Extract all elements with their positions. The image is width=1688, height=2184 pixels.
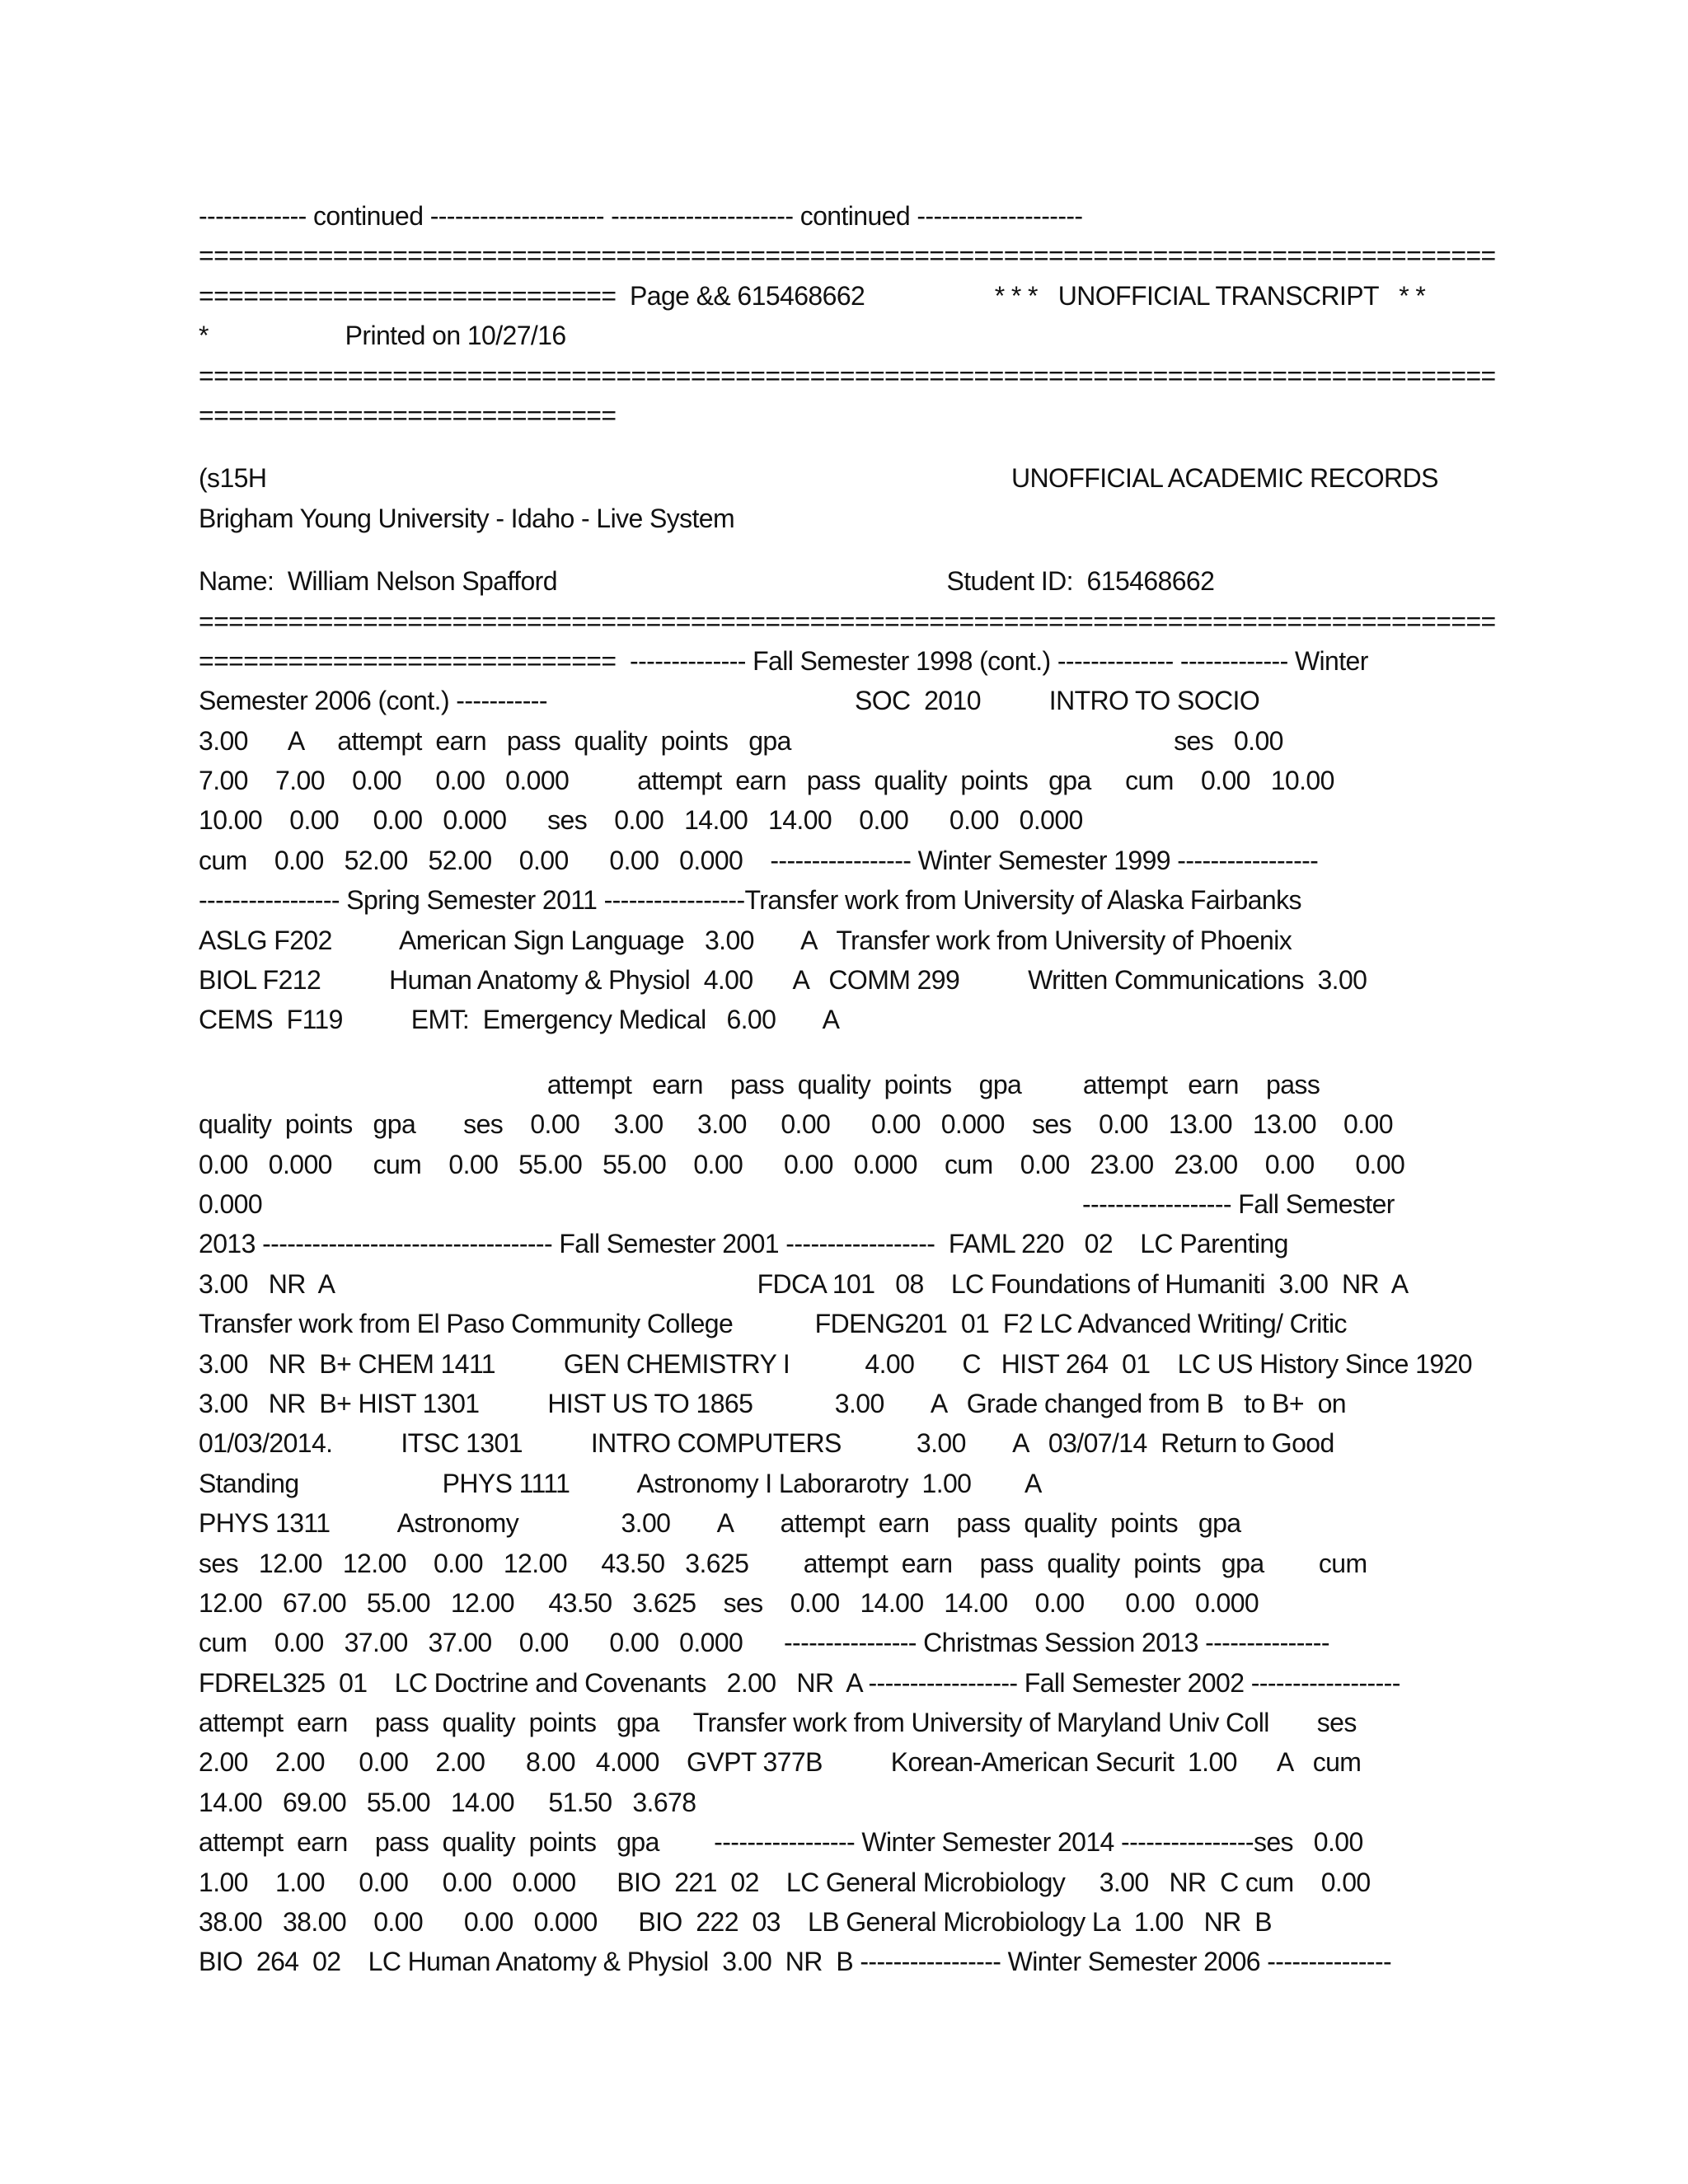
separator-line: ============================ [199,400,617,430]
transcript-line: 3.00 NR A FDCA 101 08 LC Foundations of Humaniti 3.00 NR A [199,1268,1409,1299]
transcript-line: 3.00 NR B+ CHEM 1411 GEN CHEMISTRY I 4.00 C HIST 264 01 LC US History Since 1920 [199,1348,1472,1379]
transcript-line: ============================ -------------- Fall Semester 1998 (cont.) -------------- ------------- Winter [199,645,1368,676]
transcript-line: attempt earn pass quality points gpa attempt earn pass [199,1069,1320,1099]
spacer [199,435,1493,458]
student-name-line: Name: William Nelson Spafford Student ID: 615468662 [199,566,1215,597]
spacer [199,1040,1493,1065]
transcript-line: 0.000 ------------------ Fall Semester [199,1188,1395,1219]
transcript-line: 10.00 0.00 0.00 0.000 ses 0.00 14.00 14.00 0.00 0.00 0.000 [199,805,1083,836]
transcript-line: cum 0.00 37.00 37.00 0.00 0.00 0.000 ---------------- Christmas Session 2013 --------------- [199,1628,1329,1658]
transcript-line: 3.00 NR B+ HIST 1301 HIST US TO 1865 3.00 A Grade changed from B to B+ on [199,1388,1346,1418]
spacer [199,538,1493,561]
printed-date-line: * Printed on 10/27/16 [199,321,566,351]
transcript-line: CEMS F119 EMT: Emergency Medical 6.00 A [199,1005,840,1035]
records-title-line: (s15H UNOFFICIAL ACADEMIC RECORDS [199,463,1438,494]
transcript-line: Transfer work from El Paso Community College FDENG201 01 F2 LC Advanced Writing/ Critic [199,1309,1347,1339]
continued-header-line: ------------- continued --------------------- ---------------------- continued -------------------- [199,201,1083,231]
separator-line: ======================================================================================= [199,241,1496,271]
transcript-line: BIOL F212 Human Anatomy & Physiol 4.00 A COMM 299 Written Communications 3.00 [199,965,1367,996]
transcript-line: BIO 264 02 LC Human Anatomy & Physiol 3.00 NR B ----------------- Winter Semester 2006 --------------- [199,1947,1392,1977]
transcript-line: 7.00 7.00 0.00 0.00 0.000 attempt earn pass quality points gpa cum 0.00 10.00 [199,766,1334,796]
transcript-line: 2013 ----------------------------------- Fall Semester 2001 ------------------ FAML 220 02 LC Parenting [199,1229,1288,1259]
transcript-line: PHYS 1311 Astronomy 3.00 A attempt earn pass quality points gpa [199,1508,1241,1539]
transcript-line: 14.00 69.00 55.00 14.00 51.50 3.678 [199,1787,696,1817]
transcript-line: 01/03/2014. ITSC 1301 INTRO COMPUTERS 3.00 A 03/07/14 Return to Good [199,1428,1334,1459]
transcript-line: 0.00 0.000 cum 0.00 55.00 55.00 0.00 0.00 0.000 cum 0.00 23.00 23.00 0.00 0.00 [199,1149,1405,1179]
transcript-line: 3.00 A attempt earn pass quality points gpa ses 0.00 [199,725,1283,756]
page-header-line: ============================ Page && 615468662 * * * UNOFFICIAL TRANSCRIPT * * [199,280,1426,311]
transcript-text [199,196,1496,1982]
transcript-line: ----------------- Spring Semester 2011 -----------------Transfer work from University of Alaska Fairbanks [199,885,1301,916]
transcript-line: quality points gpa ses 0.00 3.00 3.00 0.00 0.00 0.000 ses 0.00 13.00 13.00 0.00 [199,1109,1393,1140]
transcript-line: attempt earn pass quality points gpa Transfer work from University of Maryland Univ Coll ses [199,1708,1357,1738]
transcript-line: FDREL325 01 LC Doctrine and Covenants 2.00 NR A ------------------ Fall Semester 2002 ------------------ [199,1667,1400,1698]
transcript-line: attempt earn pass quality points gpa ----------------- Winter Semester 2014 ----------------ses 0.00 [199,1827,1363,1858]
transcript-line: 38.00 38.00 0.00 0.00 0.000 BIO 222 03 LB General Microbiology La 1.00 NR B [199,1907,1272,1938]
transcript-line: 1.00 1.00 0.00 0.00 0.000 BIO 221 02 LC General Microbiology 3.00 NR C cum 0.00 [199,1867,1371,1897]
transcript-line: 12.00 67.00 55.00 12.00 43.50 3.625 ses 0.00 14.00 14.00 0.00 0.00 0.000 [199,1587,1259,1618]
transcript-line: Semester 2006 (cont.) ----------- SOC 2010 INTRO TO SOCIO [199,686,1260,716]
transcript-line: 2.00 2.00 0.00 2.00 8.00 4.000 GVPT 377B Korean-American Securit 1.00 A cum [199,1747,1362,1778]
institution-line: Brigham Young University - Idaho - Live System [199,503,735,533]
separator-line: ======================================================================================= [199,360,1496,391]
separator-line: ======================================================================================= [199,606,1496,636]
transcript-line: ses 12.00 12.00 0.00 12.00 43.50 3.625 attempt earn pass quality points gpa cum [199,1548,1367,1578]
transcript-line: ASLG F202 American Sign Language 3.00 A Transfer work from University of Phoenix [199,925,1292,955]
transcript-line: Standing PHYS 1111 Astronomy I Laborarotry 1.00 A [199,1468,1042,1498]
transcript-line: cum 0.00 52.00 52.00 0.00 0.00 0.000 ----------------- Winter Semester 1999 ----------------- [199,845,1319,875]
